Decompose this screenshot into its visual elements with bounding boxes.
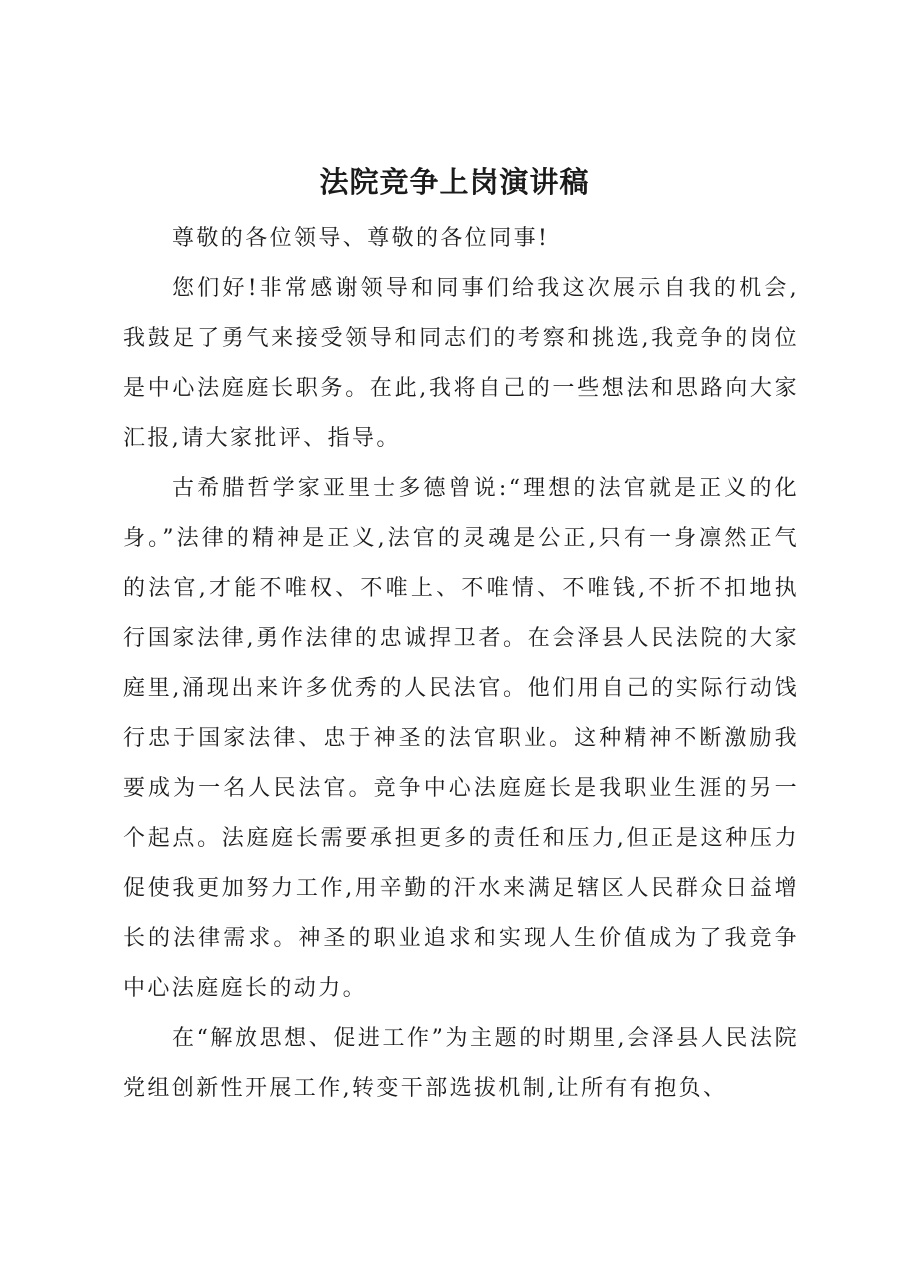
salutation-paragraph: 尊敬的各位领导、尊敬的各位同事! <box>172 226 550 251</box>
document-body <box>123 214 799 1114</box>
document-title: 法院竞争上岗演讲稿 <box>319 165 590 199</box>
body-paragraph: 您们好!非常感谢领导和同事们给我这次展示自我的机会,我鼓足了勇气来接受领导和同志们的考察和挑选,我竞争的岗位是中心法庭庭长职务。在此,我将自己的一些想法和思路向大家汇报,请大家批评、指导。 <box>123 276 799 451</box>
body-paragraph: 古希腊哲学家亚里士多德曾说:“理想的法官就是正义的化身。”法律的精神是正义,法官的灵魂是公正,只有一身凛然正气的法官,才能不唯权、不唯上、不唯情、不唯钱,不折不扣地执行国家法律,勇作法律的忠诚捍卫者。在会泽县人民法院的大家庭里,涌现出来许多优秀的人民法官。他们用自己的实际行动饯行忠于国家法律、忠于神圣的法官职业。这种精神不断激励我要成为一名人民法官。竞争中心法庭庭长是我职业生涯的另一个起点。法庭庭长需要承担更多的责任和压力,但正是这种压力促使我更加努力工作,用辛勤的汗水来满足辖区人民群众日益增长的法律需求。神圣的职业追求和实现人生价值成为了我竞争中心法庭庭长的动力。 <box>123 476 799 1001</box>
body-paragraph: 在“解放思想、促进工作”为主题的时期里,会泽县人民法院党组创新性开展工作,转变干部选拔机制,让所有有抱负、 <box>123 1026 799 1101</box>
